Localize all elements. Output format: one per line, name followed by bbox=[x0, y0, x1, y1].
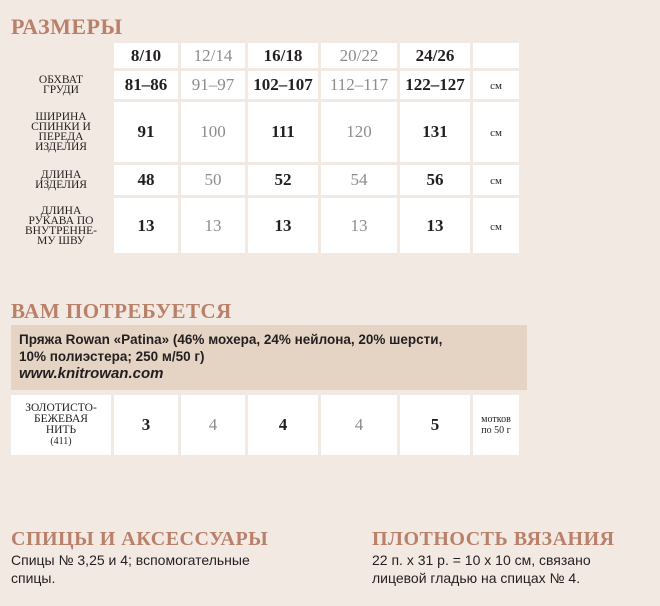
unit-cell: см bbox=[473, 102, 519, 162]
needles-heading: СПИЦЫ И АКСЕССУАРЫ bbox=[11, 528, 269, 550]
value-cell: 48 bbox=[114, 165, 178, 195]
size-header: 8/10 bbox=[114, 43, 178, 68]
value-cell: 13 bbox=[321, 198, 397, 253]
sizes-heading: РАЗМЕРЫ bbox=[11, 14, 123, 39]
size-header: 24/26 bbox=[400, 43, 470, 68]
size-header: 16/18 bbox=[248, 43, 318, 68]
size-header: 20/22 bbox=[321, 43, 397, 68]
needles-text-line1: Спицы № 3,25 и 4; вспомогательные bbox=[11, 552, 250, 568]
table-row bbox=[11, 395, 519, 455]
empty-unit-cell bbox=[473, 43, 519, 68]
value-cell: 13 bbox=[400, 198, 470, 253]
yarn-quantity-table bbox=[8, 392, 522, 458]
value-cell: 102–107 bbox=[248, 71, 318, 99]
value-cell: 56 bbox=[400, 165, 470, 195]
quantity-cell: 4 bbox=[248, 395, 318, 455]
sizes-header-row bbox=[11, 43, 519, 68]
quantity-cell: 5 bbox=[400, 395, 470, 455]
value-cell: 50 bbox=[181, 165, 245, 195]
quantity-cell: 4 bbox=[181, 395, 245, 455]
quantity-cell: 4 bbox=[321, 395, 397, 455]
size-header: 12/14 bbox=[181, 43, 245, 68]
value-cell: 120 bbox=[321, 102, 397, 162]
yarn-color-code: (411) bbox=[50, 436, 72, 447]
yarn-info-box bbox=[11, 325, 527, 390]
yarn-website-link[interactable]: www.knitrowan.com bbox=[19, 365, 164, 382]
yarn-description-line1: Пряжа Rowan «Patina» (46% мохера, 24% нейлона, 20% шерсти, bbox=[19, 332, 443, 347]
value-cell: 52 bbox=[248, 165, 318, 195]
unit-line1: мотков bbox=[481, 414, 511, 425]
table-row bbox=[11, 71, 519, 99]
value-cell: 100 bbox=[181, 102, 245, 162]
sizes-table bbox=[8, 40, 522, 256]
value-cell: 13 bbox=[181, 198, 245, 253]
value-cell: 112–117 bbox=[321, 71, 397, 99]
needles-text-line2: спицы. bbox=[11, 570, 56, 586]
gauge-text bbox=[372, 551, 591, 587]
gauge-heading: ПЛОТНОСТЬ ВЯЗАНИЯ bbox=[372, 528, 615, 550]
value-cell: 131 bbox=[400, 102, 470, 162]
table-row bbox=[11, 102, 519, 162]
needles-text bbox=[11, 551, 250, 587]
value-cell: 13 bbox=[114, 198, 178, 253]
value-cell: 122–127 bbox=[400, 71, 470, 99]
quantity-cell: 3 bbox=[114, 395, 178, 455]
unit-cell: см bbox=[473, 71, 519, 99]
materials-heading: ВАМ ПОТРЕБУЕТСЯ bbox=[11, 299, 232, 323]
unit-cell bbox=[473, 395, 519, 455]
unit-cell: см bbox=[473, 198, 519, 253]
row-label: ШИРИНА СПИНКИ И ПЕРЕДА ИЗДЕЛИЯ bbox=[31, 111, 91, 153]
value-cell: 13 bbox=[248, 198, 318, 253]
unit-line2: по 50 г bbox=[481, 425, 511, 436]
value-cell: 91–97 bbox=[181, 71, 245, 99]
row-label: ДЛИНА РУКАВА ПО ВНУТРЕННЕ-МУ ШВУ bbox=[24, 204, 98, 247]
table-row bbox=[11, 198, 519, 253]
value-cell: 111 bbox=[248, 102, 318, 162]
row-label: ДЛИНА ИЗДЕЛИЯ bbox=[35, 169, 87, 191]
value-cell: 81–86 bbox=[114, 71, 178, 99]
yarn-color-label: ЗОЛОТИСТО-БЕЖЕВАЯ НИТЬ bbox=[25, 402, 97, 436]
gauge-text-line1: 22 п. х 31 р. = 10 х 10 см, связано bbox=[372, 552, 591, 568]
empty-corner bbox=[11, 43, 111, 68]
value-cell: 91 bbox=[114, 102, 178, 162]
unit-cell: см bbox=[473, 165, 519, 195]
yarn-color-cell bbox=[11, 395, 111, 455]
gauge-text-line2: лицевой гладью на спицах № 4. bbox=[372, 570, 581, 586]
row-label: ОБХВАТ ГРУДИ bbox=[38, 74, 84, 96]
table-row bbox=[11, 165, 519, 195]
yarn-description-line2: 10% полиэстера; 250 м/50 г) bbox=[19, 349, 205, 364]
value-cell: 54 bbox=[321, 165, 397, 195]
